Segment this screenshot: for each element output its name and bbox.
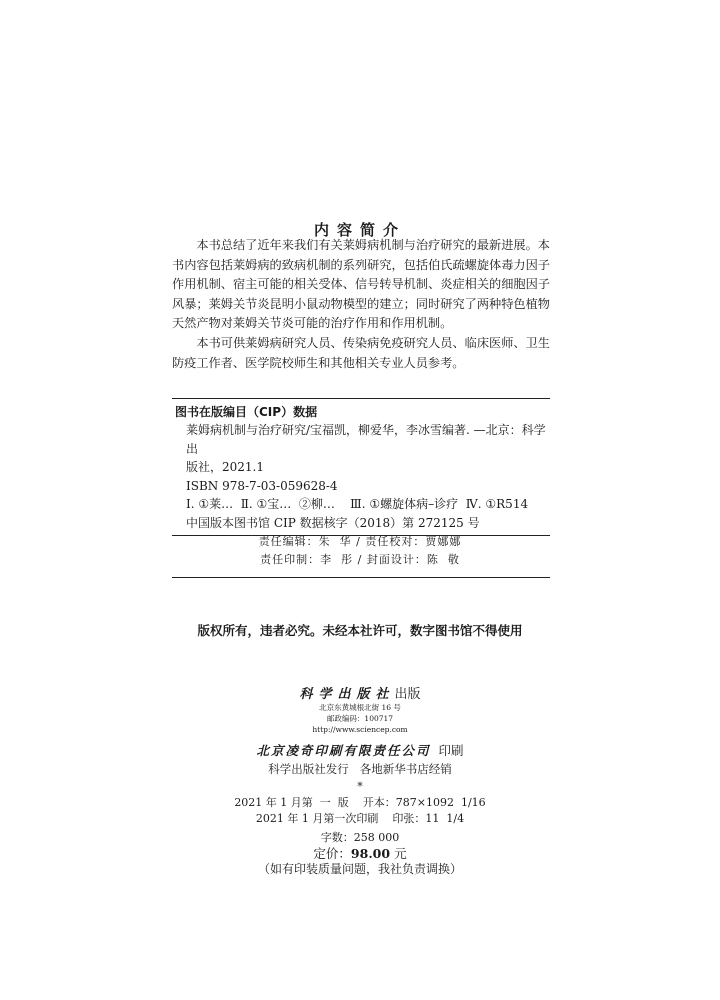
summary-paragraph: 本书总结了近年来我们有关莱姆病机制与治疗研究的最新进展。本书内容包括莱姆病的致病机制的系列研究，包括伯氏疏螺旋体毒力因子作用机制、宿主可能的相关受体、信号转导机制、炎症相关的细胞因子风暴；莱姆关节炎昆明小鼠动物模型的建立；同时研究了两种特色植物天然产物对莱姆关节炎可能的治疗作用和作用机制。	[172, 238, 550, 331]
cip-top-rule	[172, 398, 550, 399]
copyright-statement: 版权所有，违者必究。未经本社许可，数字图书馆不得使用	[197, 623, 523, 638]
summary-title: 内容简介	[313, 221, 406, 239]
editors-line: 责任编辑：朱 华 / 责任校对：贾娜娜	[258, 535, 462, 548]
summary-body	[172, 236, 550, 373]
distribution-line: 科学出版社发行 各地新华书店经销	[268, 762, 452, 776]
edition-line: 2021 年 1 月第 一 版 开本：787×1092 1/16	[234, 796, 486, 809]
separator-star: *	[357, 780, 363, 793]
printer-name: 北京凌奇印刷有限责任公司	[256, 743, 431, 758]
cip-title: 图书在版编目（CIP）数据	[175, 405, 318, 419]
cip-bibliographic-line: 莱姆病机制与治疗研究/宝福凯，柳爱华，李冰雪编著. —北京：科学出	[186, 423, 546, 456]
printer-line	[0, 741, 720, 759]
cip-classification: Ⅰ. ①莱… Ⅱ. ①宝… ②柳… Ⅲ. ①螺旋体病–诊疗 Ⅳ. ①R514	[186, 497, 529, 511]
cip-bibliographic-line: 版社，2021.1	[186, 460, 264, 474]
price-label: 定价：	[313, 846, 351, 861]
publisher-name: 科学出版社	[299, 687, 395, 702]
price-value: 98.00	[350, 846, 391, 861]
publisher-url: http://www.sciencep.com	[312, 725, 408, 734]
cip-block	[172, 398, 550, 536]
summary-paragraph: 本书可供莱姆病研究人员、传染病免疫研究人员、临床医师、卫生防疫工作者、医学院校师生和其他相关专业人员参考。	[172, 335, 550, 370]
price-unit: 元	[394, 846, 407, 861]
editors-line: 责任印制：李 彤 / 封面设计：陈 敬	[260, 553, 460, 566]
publisher-suffix: 出版	[394, 687, 421, 702]
editors-rule	[172, 577, 550, 578]
printer-suffix: 印刷	[438, 743, 464, 758]
edition-line: 2021 年 1 月第一次印刷 印张：11 1/4	[255, 812, 465, 825]
edition-block	[0, 795, 720, 827]
publisher-line	[0, 683, 720, 702]
publisher-address: 北京东黄城根北街 16 号	[319, 703, 401, 712]
editors-block	[0, 533, 720, 569]
cip-isbn: ISBN 978-7-03-059628-4	[186, 478, 338, 493]
publisher-postal: 邮政编码：100717	[326, 714, 394, 723]
word-count: 字数：258 000	[320, 831, 400, 844]
quality-notice: （如有印装质量问题，我社负责调换）	[257, 862, 462, 876]
cip-number: 中国版本图书馆 CIP 数据核字（2018）第 272125 号	[186, 515, 480, 530]
